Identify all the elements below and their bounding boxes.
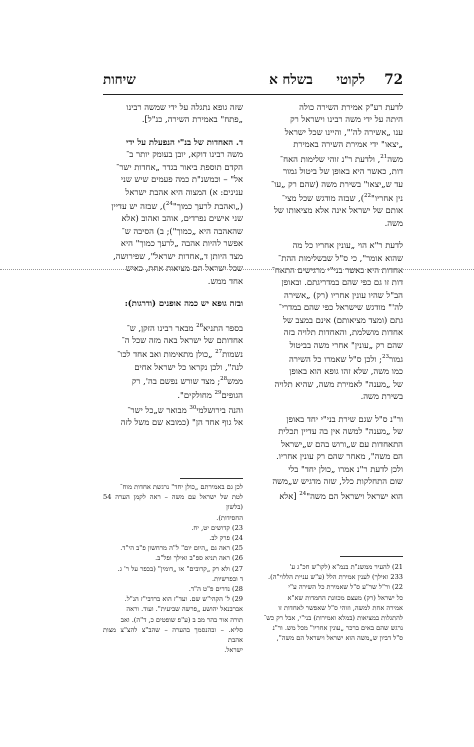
footnotes-right	[263, 562, 403, 644]
text-line: ד ובפרשיות.	[211, 574, 243, 583]
text-line: ולכן לדעת ר"נ אמרו „כולן יחד" בלי	[288, 463, 403, 474]
text-line: 233 ואילך) לענין אמירת הלל (ע"ש עניית הללוי"ה).	[268, 573, 403, 582]
text-line: אברבנאל יהושע „פרשה שביעית". ועוד. וראה	[126, 605, 243, 614]
text-line: 25) ראה גם „היום יום" ל"ה מרחשון פ"ב הי"ד.	[120, 544, 243, 553]
text-line: („ואהבת לרעך כמוך"$^{24}$), שבזה יש עדיין	[111, 200, 243, 211]
text-line: ובזה גופא יש כמה אופנים (ודרגות):	[124, 298, 243, 309]
text-line: משה.	[384, 217, 403, 228]
text-line: „פתח" באמירת השירה, כנ"ל].	[141, 114, 243, 125]
text-line: לדעת רע"ק אמירת השירה כולה	[299, 102, 403, 112]
text-line: שכל ישראל הם מציאות אחת, כאיש	[125, 263, 243, 274]
text-line: גתם (ומצד מציאותם) אינם במצב של	[283, 314, 403, 325]
text-line: אחדות היא כאשר בני"י מרגישים התאח־	[271, 265, 403, 276]
text-line: תורה אור בהר מב ב (ע"פ שופטים כ, ד"ה). ואב	[120, 615, 243, 624]
text-line: לדעת ר"א הוי „עונין אחריו כל מה	[292, 240, 403, 251]
text-line: 24) פרק לב.	[209, 534, 243, 543]
text-line: ד. האחדות של בנ"י הנפעלת על ידי	[126, 136, 243, 147]
text-line: אפשר להיות אהבה „לרעך כמוך" היא	[120, 238, 243, 249]
text-line: נין אחריו"$^{22}$), שבזה מודגש שכל מצי־	[281, 192, 403, 203]
text-line: החסידות).	[216, 513, 243, 522]
left-column	[103, 101, 243, 428]
text-line: להתגלות במציאות (במלא ואמירות) בני"י, אבל רק כש־	[263, 614, 403, 623]
running-header	[103, 72, 403, 92]
text-line: שזה גופא נתגלה על ידי שמשה רבינו	[126, 102, 243, 112]
text-line: 21) להעיר ממשנ"ת בנמ"א (לקו"ש חכ"ג ע'	[289, 563, 403, 571]
text-line: מצד היותן ד„אחדות ישראל", שפירושה,	[113, 250, 243, 261]
text-line: אחדות מושלמת, והאחדות תלויה בזה	[283, 327, 403, 338]
text-line: כל ישראל (רק) מעצם מכוונת החמדות שא"א	[287, 593, 403, 602]
text-line: 26) ראה תניא ספ"ב ואילך ופל"ב.	[155, 554, 243, 563]
text-line: 23) קדושים יט, יח.	[191, 523, 243, 532]
book-title	[269, 72, 365, 88]
text-line: נשמות$^{27}$ „כולן מתאימות ואב אחד לכו־	[117, 349, 243, 360]
text-line: של „מענה" לאמירת משה, שהיא תלויה	[274, 378, 403, 389]
text-line: לטת של ישראל עם משה – ראה לקמן הערה 54 (בלשון	[103, 493, 243, 512]
text-line: הם משה", מאחר שהם רק עונין אחריו.	[276, 451, 403, 462]
text-line: אל" – וכמשנ"ת כמה פעמים שיש שני	[120, 174, 243, 185]
text-line: ור"נ ס"ל שגם שירת בני"י יחד באופן	[286, 413, 403, 424]
scan-crease	[0, 269, 474, 270]
text-line: סליא. – ובהנסמך בהערה – שהב"צ להצ"צ מצות אהבת	[103, 625, 243, 645]
text-line: שום התחלקות כלל, שזה מדגיש ש„משה	[272, 476, 403, 487]
text-line: גמור$^{23}$; ולכן ס"ל שאמרו כל השירה	[288, 354, 403, 364]
text-line: אותם של ישראל אינה אלא מציאותו של	[273, 205, 403, 216]
text-line: התאחדות עם ש„ורוש בהם ש„ישראל	[281, 438, 403, 449]
right-column	[263, 101, 403, 502]
text-line: דות, כאשר היא באופן של ביטול גמור	[282, 166, 403, 177]
text-line: דות זו גם כפי שהם במדריגתם. ובאופן	[281, 277, 403, 288]
text-line: ס"ל דביון ש„משה הוא ישראל וישראל הם משה",	[276, 634, 403, 643]
text-line: לנה", ולכן נקראו כל ישראל אחים	[134, 361, 243, 372]
text-line: והנה בירושלמי$^{30}$ מבואר ש„כל ישר־	[127, 404, 243, 415]
text-line: שהם רק „עונין" אחרי משה בביטול	[289, 339, 403, 350]
text-line: 22) ור"ל שר"ע ס"ל שאמירת כל השירה ע"י	[288, 583, 403, 592]
text-line: שהאהבה היא „כמוך"); ב) הסיבה ש־	[121, 225, 243, 236]
text-line: הוא ישראל וישראל הם משה"$^{24}$ [אלא	[279, 490, 403, 501]
section-name: שיחות	[103, 72, 136, 88]
text-line: הב"ל שהיו עונין אחריו (רק) „אשירה	[284, 289, 403, 300]
text-line: 29) ל' הקהי"ש שם. ועד"ז הוא ברדבי"ז הנ"ל.	[124, 595, 243, 604]
parsha-name: בשלח א	[269, 72, 313, 88]
text-line: אחדותם של ישראל באה מזה שכל ה־	[121, 334, 243, 345]
page-number: 72	[384, 72, 403, 88]
footnote-rule-left	[180, 478, 243, 479]
footnote-rule-right	[340, 556, 403, 557]
text-line: עד ש„יצאו" בשירת משה (שהם רק „עו־	[271, 178, 403, 189]
text-line: אל גוף אחד הן" (כמובא שם משל לזה	[120, 416, 243, 427]
header-rule	[103, 94, 403, 95]
text-line: משה$^{21}$, ולדעת ר"נ זוהי שלימות האח־	[279, 153, 403, 164]
text-line: בשירת משה.	[360, 391, 403, 402]
text-line: היתה על ידי משה רבינו וישראל רק	[290, 114, 403, 125]
text-line: ענו „אשירה לה'", והיינו שכל ישראל	[284, 126, 403, 137]
text-line: ענינים: א) המצוה היא אהבת ישראל	[125, 186, 243, 197]
text-line: שני אישים נפרדים, אוהב ואהוב (אלא	[121, 213, 243, 224]
footnotes-left	[103, 482, 243, 655]
text-line: לה'" מודגש שישראל כפי שהם במדרי־	[278, 302, 403, 313]
text-line: ממש$^{28}$; מצד שורש נפשם בה', רק	[131, 375, 243, 386]
text-line: „יצאו" ידי אמירת השירה באמירת	[293, 139, 403, 150]
text-line: בספר התניא$^{26}$ מבאר רבינו הזקן, ש־	[126, 322, 243, 333]
text-line: הקדם תוספת ביאור בגדר „אחדות ישר־	[116, 161, 243, 172]
text-line: משה רבינו דוקא, יובן בעומק יותר ב־	[126, 149, 243, 160]
text-line: שהוא אומר", כי ס"ל שבשלימות ההת־	[278, 252, 403, 263]
text-line: ישראל.	[224, 646, 243, 655]
book-title-main: לקוטי	[336, 72, 365, 88]
text-line: נרגש שהם באים ברכר „עונין אחריו" מכל מש. ור"נ	[272, 624, 403, 633]
text-line: 27) ולא רק „קרובים" או „דומין" (בכפר על ר' ג.	[117, 564, 243, 573]
text-line: של „מענה" למשה אין בה עדיין תכלית	[278, 426, 403, 437]
text-line: 28) נדרים פ"ט ה"ד.	[188, 585, 243, 594]
text-line: אמירה אחת למשה, וזוהי ס"ל שאפשר לאחדות זו	[278, 603, 403, 612]
text-line: אחד ממש.	[207, 275, 243, 286]
text-line: לכן גם באמירתם „כולן יחד" נרגשת אחדות מוח־	[119, 483, 243, 491]
text-line: כמו משה, שלא זהו גופא הוא באופן	[289, 366, 403, 377]
text-line: הגופים$^{29}$ מחולקים".	[177, 390, 243, 401]
